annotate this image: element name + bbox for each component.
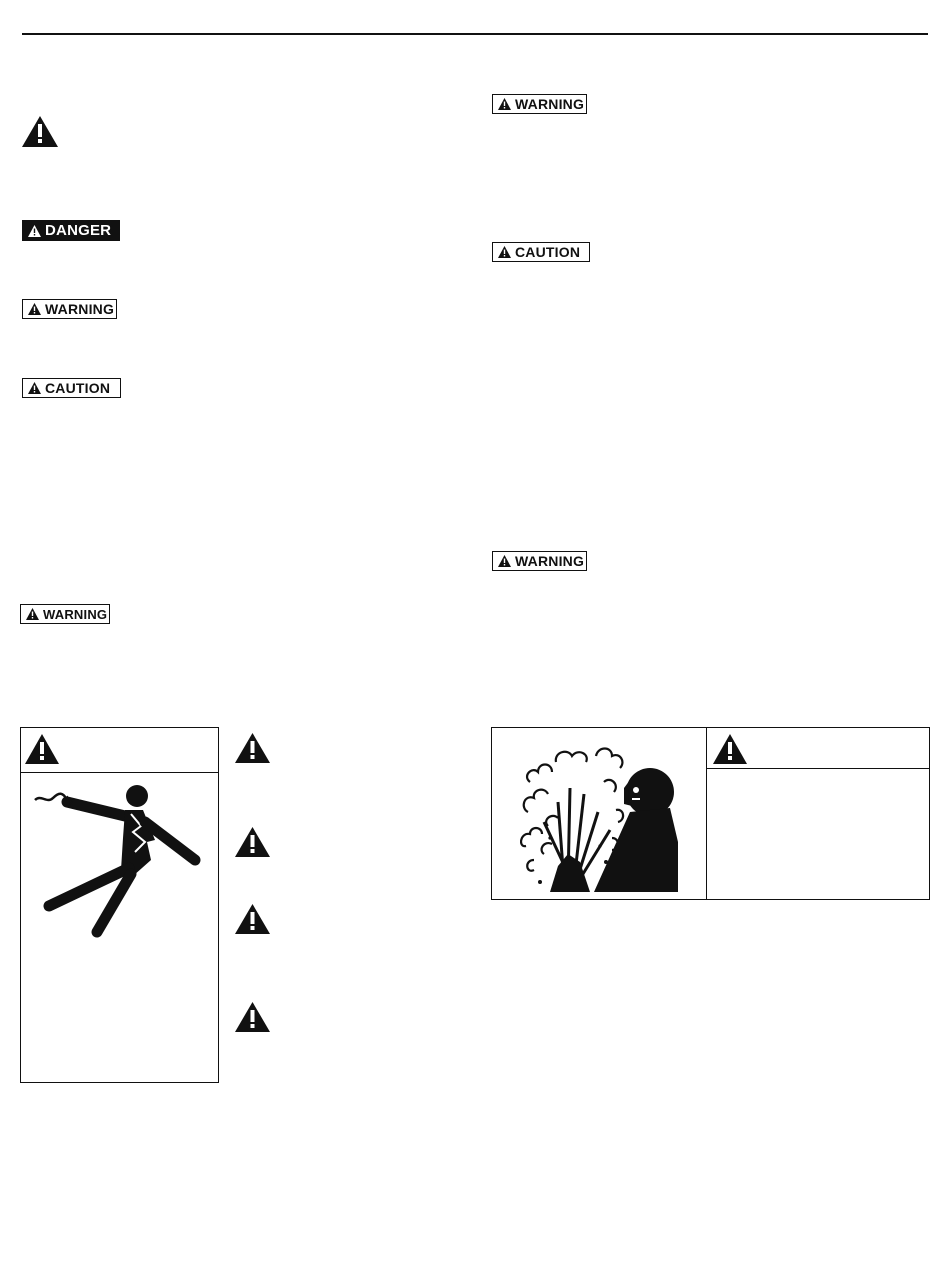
danger-label-text: DANGER: [45, 222, 112, 239]
explosion-hazard-panel: [491, 727, 930, 900]
warning-triangle-icon: [235, 733, 270, 763]
caution-label-text: CAUTION: [515, 244, 581, 260]
warning-triangle-icon: [28, 382, 41, 394]
warning-label: [492, 551, 587, 571]
panel-divider: [706, 728, 707, 899]
warning-label: [20, 604, 110, 624]
warning-triangle-icon: [28, 225, 41, 237]
warning-triangle-icon: [25, 734, 59, 764]
warning-triangle-icon: [26, 608, 39, 620]
warning-triangle-icon: [713, 734, 747, 764]
danger-label: [22, 220, 120, 241]
warning-triangle-icon: [235, 1002, 270, 1032]
warning-label: [22, 299, 117, 319]
caution-label: [492, 242, 590, 262]
warning-triangle-icon: [498, 246, 511, 258]
caution-label: [22, 378, 121, 398]
panel-divider: [707, 768, 929, 769]
warning-label-text: WARNING: [43, 606, 108, 622]
explosion-hazard-icon: [520, 742, 678, 892]
warning-label: [492, 94, 587, 114]
warning-triangle-icon: [498, 555, 511, 567]
warning-triangle-icon: [498, 98, 511, 110]
warning-triangle-icon: [235, 827, 270, 857]
warning-triangle-icon: [235, 904, 270, 934]
warning-label-text: WARNING: [45, 301, 115, 317]
caution-label-text: CAUTION: [45, 380, 111, 396]
warning-label-text: WARNING: [515, 96, 585, 112]
warning-label-text: WARNING: [515, 553, 585, 569]
electric-shock-panel: [20, 727, 219, 1083]
electric-shock-icon: [33, 780, 208, 938]
safety-alert-icon: [22, 116, 58, 147]
top-rule: [22, 33, 928, 35]
warning-triangle-icon: [28, 303, 41, 315]
panel-divider: [21, 772, 218, 773]
